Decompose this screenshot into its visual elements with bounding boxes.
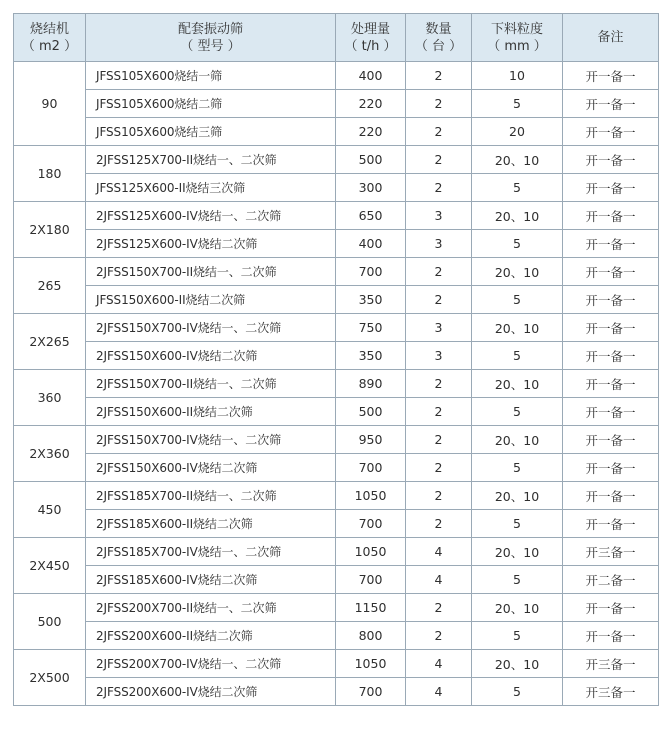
model-cell: 2JFSS125X600-IV烧结一、二次筛 (86, 202, 336, 230)
size-cell: 20、10 (472, 314, 563, 342)
note-cell: 开一备一 (563, 510, 659, 538)
size-cell: 20 (472, 118, 563, 146)
table-row (14, 398, 659, 426)
machine-cell: 450 (14, 482, 86, 538)
col-note-title: 备注 (597, 30, 624, 45)
col-model-unit: （ 型号 ） (180, 38, 241, 54)
capacity-cell: 700 (336, 566, 406, 594)
table-row (14, 118, 659, 146)
model-cell: JFSS105X600烧结二筛 (86, 90, 336, 118)
capacity-cell: 1150 (336, 594, 406, 622)
model-cell: JFSS150X600-II烧结二次筛 (86, 286, 336, 314)
machine-cell: 2X180 (14, 202, 86, 258)
capacity-cell: 700 (336, 678, 406, 706)
capacity-cell: 890 (336, 370, 406, 398)
table-row (14, 622, 659, 650)
model-cell: 2JFSS185X600-IV烧结二次筛 (86, 566, 336, 594)
model-cell: 2JFSS150X700-IV烧结一、二次筛 (86, 314, 336, 342)
table-row (14, 314, 659, 342)
size-cell: 5 (472, 174, 563, 202)
model-cell: 2JFSS150X600-IV烧结二次筛 (86, 342, 336, 370)
model-cell: 2JFSS150X700-II烧结一、二次筛 (86, 258, 336, 286)
quantity-cell: 2 (406, 426, 472, 454)
machine-cell: 500 (14, 594, 86, 650)
note-cell: 开一备一 (563, 370, 659, 398)
size-cell: 5 (472, 342, 563, 370)
capacity-cell: 350 (336, 286, 406, 314)
quantity-cell: 2 (406, 258, 472, 286)
note-cell: 开一备一 (563, 174, 659, 202)
model-cell: JFSS125X600-II烧结三次筛 (86, 174, 336, 202)
col-capacity-unit: （ t/h ） (344, 38, 397, 54)
quantity-cell: 4 (406, 538, 472, 566)
table-row (14, 454, 659, 482)
quantity-cell: 2 (406, 454, 472, 482)
capacity-cell: 750 (336, 314, 406, 342)
quantity-cell: 2 (406, 146, 472, 174)
col-capacity-header (336, 14, 406, 62)
quantity-cell: 3 (406, 314, 472, 342)
note-cell: 开一备一 (563, 398, 659, 426)
machine-cell: 2X450 (14, 538, 86, 594)
col-quantity-header (406, 14, 472, 62)
note-cell: 开一备一 (563, 202, 659, 230)
model-cell: 2JFSS185X700-IV烧结一、二次筛 (86, 538, 336, 566)
model-cell: 2JFSS200X700-II烧结一、二次筛 (86, 594, 336, 622)
quantity-cell: 2 (406, 370, 472, 398)
size-cell: 5 (472, 398, 563, 426)
model-cell: 2JFSS200X700-IV烧结一、二次筛 (86, 650, 336, 678)
size-cell: 20、10 (472, 258, 563, 286)
col-quantity-title: 数量 (425, 21, 452, 37)
capacity-cell: 650 (336, 202, 406, 230)
table-row (14, 594, 659, 622)
col-quantity-unit: （ 台 ） (414, 38, 463, 54)
capacity-cell: 700 (336, 258, 406, 286)
size-cell: 5 (472, 566, 563, 594)
size-cell: 5 (472, 286, 563, 314)
capacity-cell: 500 (336, 146, 406, 174)
machine-cell: 90 (14, 62, 86, 146)
size-cell: 20、10 (472, 650, 563, 678)
col-capacity-title: 处理量 (350, 21, 390, 37)
capacity-cell: 1050 (336, 538, 406, 566)
table-row (14, 258, 659, 286)
table-row (14, 510, 659, 538)
size-cell: 20、10 (472, 370, 563, 398)
table-row (14, 174, 659, 202)
note-cell: 开一备一 (563, 118, 659, 146)
note-cell: 开一备一 (563, 482, 659, 510)
note-cell: 开一备一 (563, 258, 659, 286)
note-cell: 开一备一 (563, 454, 659, 482)
note-cell: 开一备一 (563, 426, 659, 454)
quantity-cell: 2 (406, 622, 472, 650)
size-cell: 5 (472, 230, 563, 258)
machine-cell: 2X360 (14, 426, 86, 482)
size-cell: 20、10 (472, 146, 563, 174)
table-row (14, 286, 659, 314)
note-cell: 开一备一 (563, 594, 659, 622)
capacity-cell: 220 (336, 90, 406, 118)
capacity-cell: 350 (336, 342, 406, 370)
model-cell: 2JFSS150X700-IV烧结一、二次筛 (86, 426, 336, 454)
header-row (14, 14, 659, 62)
size-cell: 5 (472, 622, 563, 650)
col-size-header (472, 14, 563, 62)
quantity-cell: 2 (406, 482, 472, 510)
quantity-cell: 2 (406, 62, 472, 90)
machine-cell: 265 (14, 258, 86, 314)
note-cell: 开三备一 (563, 538, 659, 566)
note-cell: 开一备一 (563, 230, 659, 258)
table-row (14, 62, 659, 90)
table-header (14, 14, 659, 62)
quantity-cell: 2 (406, 510, 472, 538)
quantity-cell: 2 (406, 174, 472, 202)
size-cell: 5 (472, 678, 563, 706)
machine-cell: 2X500 (14, 650, 86, 706)
col-model-header (86, 14, 336, 62)
model-cell: JFSS105X600烧结三筛 (86, 118, 336, 146)
machine-cell: 180 (14, 146, 86, 202)
note-cell: 开三备一 (563, 650, 659, 678)
model-cell: 2JFSS185X600-II烧结二次筛 (86, 510, 336, 538)
capacity-cell: 500 (336, 398, 406, 426)
table-row (14, 146, 659, 174)
quantity-cell: 2 (406, 286, 472, 314)
table-row (14, 370, 659, 398)
capacity-cell: 950 (336, 426, 406, 454)
note-cell: 开二备一 (563, 566, 659, 594)
quantity-cell: 4 (406, 566, 472, 594)
model-cell: 2JFSS125X600-IV烧结二次筛 (86, 230, 336, 258)
size-cell: 20、10 (472, 594, 563, 622)
model-cell: JFSS105X600烧结一筛 (86, 62, 336, 90)
table-row (14, 202, 659, 230)
model-cell: 2JFSS200X600-IV烧结二次筛 (86, 678, 336, 706)
capacity-cell: 700 (336, 454, 406, 482)
size-cell: 10 (472, 62, 563, 90)
table-row (14, 230, 659, 258)
capacity-cell: 300 (336, 174, 406, 202)
size-cell: 5 (472, 90, 563, 118)
col-size-title: 下料粒度 (490, 21, 543, 37)
quantity-cell: 3 (406, 342, 472, 370)
quantity-cell: 4 (406, 678, 472, 706)
capacity-cell: 1050 (336, 650, 406, 678)
model-cell: 2JFSS200X600-II烧结二次筛 (86, 622, 336, 650)
quantity-cell: 4 (406, 650, 472, 678)
table-row (14, 90, 659, 118)
capacity-cell: 1050 (336, 482, 406, 510)
table-row (14, 538, 659, 566)
note-cell: 开一备一 (563, 146, 659, 174)
col-note-header (563, 14, 659, 62)
quantity-cell: 2 (406, 594, 472, 622)
note-cell: 开一备一 (563, 62, 659, 90)
size-cell: 20、10 (472, 482, 563, 510)
note-cell: 开一备一 (563, 342, 659, 370)
size-cell: 20、10 (472, 538, 563, 566)
size-cell: 5 (472, 454, 563, 482)
table-row (14, 650, 659, 678)
note-cell: 开三备一 (563, 678, 659, 706)
table-row (14, 426, 659, 454)
quantity-cell: 2 (406, 398, 472, 426)
table-row (14, 678, 659, 706)
size-cell: 20、10 (472, 426, 563, 454)
size-cell: 5 (472, 510, 563, 538)
note-cell: 开一备一 (563, 286, 659, 314)
model-cell: 2JFSS185X700-II烧结一、二次筛 (86, 482, 336, 510)
model-cell: 2JFSS150X600-II烧结二次筛 (86, 398, 336, 426)
model-cell: 2JFSS125X700-II烧结一、二次筛 (86, 146, 336, 174)
quantity-cell: 3 (406, 230, 472, 258)
quantity-cell: 3 (406, 202, 472, 230)
table-body (14, 62, 659, 706)
capacity-cell: 400 (336, 230, 406, 258)
machine-cell: 360 (14, 370, 86, 426)
capacity-cell: 220 (336, 118, 406, 146)
capacity-cell: 400 (336, 62, 406, 90)
table-row (14, 342, 659, 370)
capacity-cell: 700 (336, 510, 406, 538)
quantity-cell: 2 (406, 90, 472, 118)
quantity-cell: 2 (406, 118, 472, 146)
col-machine-header (14, 14, 86, 62)
note-cell: 开一备一 (563, 314, 659, 342)
table-row (14, 482, 659, 510)
col-machine-title: 烧结机 (29, 21, 69, 37)
model-cell: 2JFSS150X600-IV烧结二次筛 (86, 454, 336, 482)
col-machine-unit: （ m2 ） (21, 38, 78, 54)
capacity-cell: 800 (336, 622, 406, 650)
col-model-title: 配套振动筛 (177, 21, 243, 37)
model-cell: 2JFSS150X700-II烧结一、二次筛 (86, 370, 336, 398)
note-cell: 开一备一 (563, 90, 659, 118)
col-size-unit: （ mm ） (487, 38, 547, 54)
sieve-spec-table (13, 13, 659, 706)
size-cell: 20、10 (472, 202, 563, 230)
note-cell: 开一备一 (563, 622, 659, 650)
machine-cell: 2X265 (14, 314, 86, 370)
table-row (14, 566, 659, 594)
